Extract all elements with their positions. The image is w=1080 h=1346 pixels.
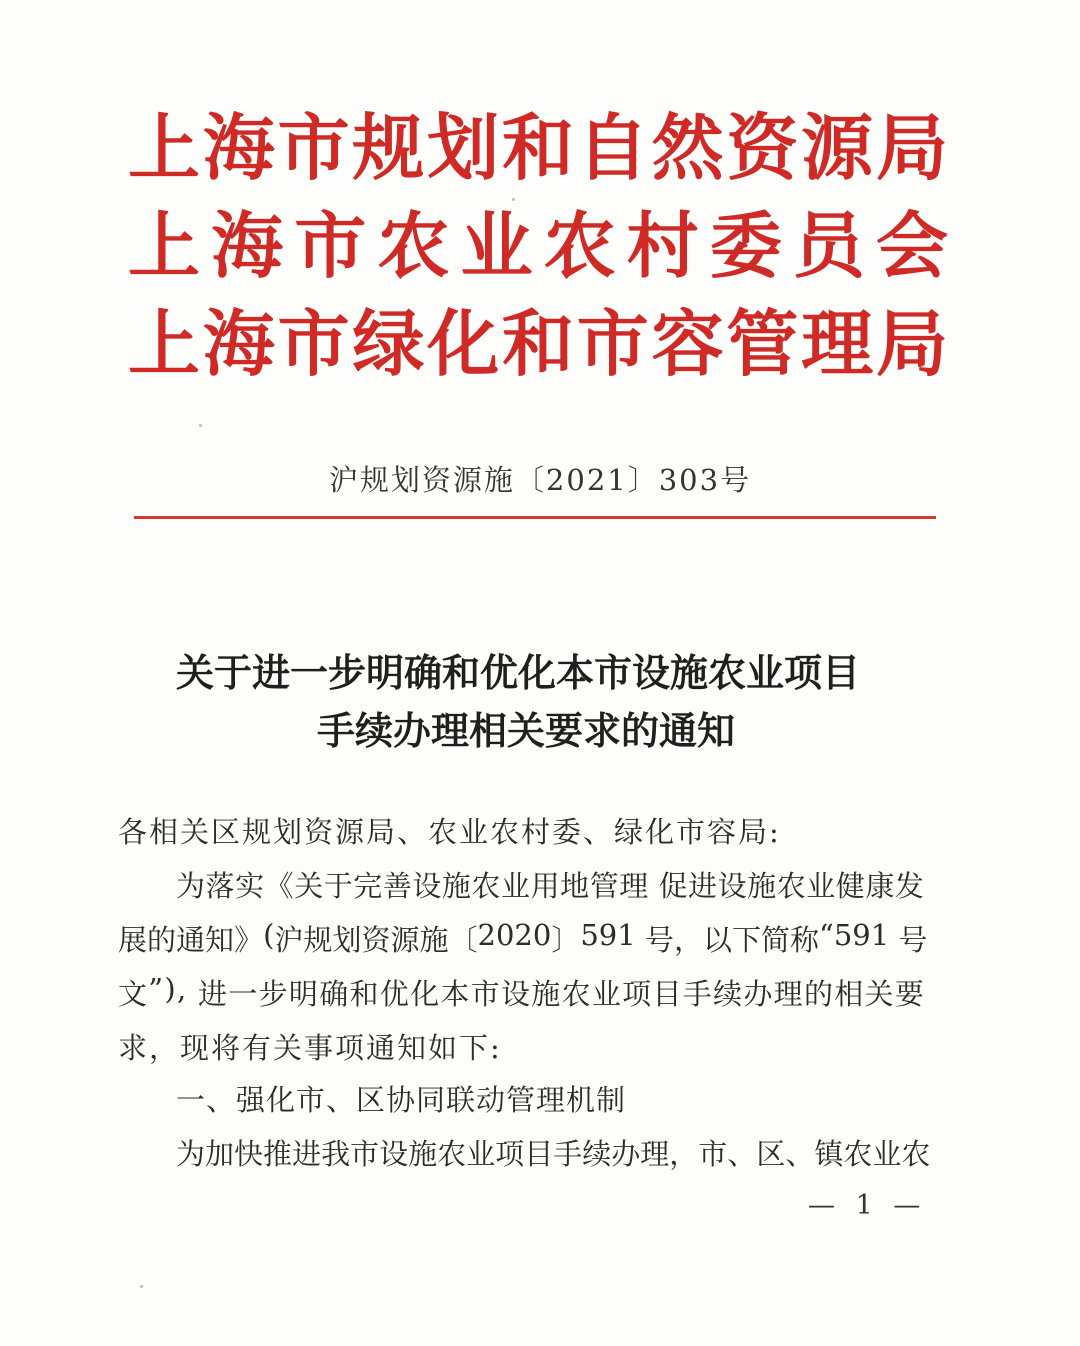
salutation: 各相关区规划资源局、农业农村委、绿化市容局: bbox=[118, 815, 781, 849]
issuer-name: 上 海 市 规 划 和 自 然 资 源 局 bbox=[128, 105, 948, 190]
document-title-line: 关于进一步明确和优化本市设施农业项目 bbox=[175, 650, 860, 695]
scan-speck bbox=[199, 424, 202, 427]
paragraph-line: 文 ” ) , 进 一 步 明 确 和 优 化 本 市 设 施 农 业 项 目 手 续 办 理 的 相 关 要 bbox=[118, 972, 924, 1011]
paragraph-line: 为 落 实 《 关 于 完 善 设 施 农 业 用 地 管 理 促 进 设 施 农 业 健 康 发 bbox=[176, 869, 924, 903]
issuer-name: 上 海 市 农 业 农 村 委 员 会 bbox=[128, 203, 948, 288]
page-number: — 1 — bbox=[808, 1190, 927, 1221]
scan-speck bbox=[140, 1285, 143, 1288]
document-number: 沪规划资源施〔2021〕303号 bbox=[328, 463, 752, 497]
scan-speck bbox=[512, 198, 515, 201]
red-divider-line bbox=[134, 516, 936, 519]
paragraph-line: 求，现将有关事项通知如下: bbox=[118, 1031, 502, 1065]
section-heading: 一、强化市、区协同联动管理机制 bbox=[176, 1083, 627, 1117]
paragraph-line: 为 加 快 推 进 我 市 设 施 农 业 项 目 手 续 办 理 ， 市 、 区 、 镇 农 业 农 bbox=[176, 1137, 931, 1171]
paragraph-line: 展 的 通 知 》 ( 沪 规 划 资 源 施 〔 2 0 2 0 〕 5 9 1 号 ， 以 下 简 称 “ 5 9 1 号 bbox=[118, 918, 928, 957]
issuer-name: 上 海 市 绿 化 和 市 容 管 理 局 bbox=[128, 301, 948, 386]
document-title-line: 手续办理相关要求的通知 bbox=[316, 708, 735, 753]
